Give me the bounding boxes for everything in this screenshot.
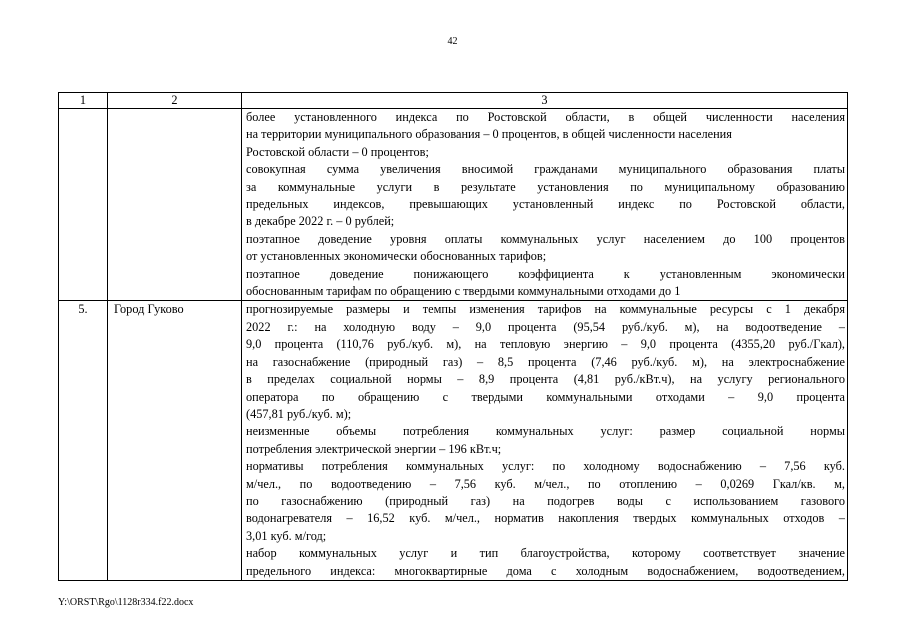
- text-line: обоснованным тарифам по обращению с твердыми коммунальными отходами до 1: [246, 284, 681, 299]
- text-line: предельного индекса: многоквартирные дома с холодным водоснабжением, водоотведением,: [246, 563, 845, 578]
- description-cell: [242, 109, 848, 301]
- text-line: в пределах социальной нормы – 8,9 процента (4,81 руб./кВт.ч), на услугу регионального: [246, 372, 845, 387]
- municipality-cell: [108, 109, 242, 301]
- text-line: 3,01 куб. м/год;: [246, 528, 327, 543]
- text-line: набор коммунальных услуг и тип благоустройства, которому соответствует значение: [246, 546, 845, 561]
- text-line: нормативы потребления коммунальных услуг: по холодному водоснабжению – 7,56 куб.: [246, 459, 845, 474]
- text-line: в декабре 2022 г. – 0 рублей;: [246, 214, 395, 229]
- text-line: м/чел., по водоотведению – 7,56 куб. м/чел., по отоплению – 0,0269 Гкал/кв. м,: [246, 476, 845, 491]
- header-col-2: 2: [108, 93, 242, 109]
- text-line: оператора по обращению с твердыми коммунальными отходами – 9,0 процента: [246, 389, 845, 404]
- text-line: поэтапное доведение уровня оплаты коммунальных услуг населением до 100 процентов: [246, 231, 845, 246]
- text-line: потребления электрической энергии – 196 кВт.ч;: [246, 441, 502, 456]
- text-line: от установленных экономически обоснованных тарифов;: [246, 249, 547, 264]
- data-table: [58, 92, 848, 581]
- text-line: на газоснабжение (природный газ) – 8,5 процента (7,46 руб./куб. м), на электроснабжение: [246, 354, 845, 369]
- text-line: неизменные объемы потребления коммунальных услуг: размер социальной нормы: [246, 424, 845, 439]
- text-line: 9,0 процента (110,76 руб./куб. м), на тепловую энергию – 9,0 процента (4355,20 руб./Гкал),: [246, 337, 845, 352]
- municipality-cell: Город Гуково: [108, 301, 242, 581]
- text-line: прогнозируемые размеры и темпы изменения тарифов на коммунальные ресурсы с 1 декабря: [246, 302, 845, 317]
- document-file-path: Y:\ORST\Rgo\1128r334.f22.docx: [58, 597, 194, 608]
- table-row: [59, 109, 848, 301]
- text-line: по газоснабжению (природный газ) на подогрев воды с использованием газового: [246, 493, 845, 508]
- text-line: на территории муниципального образования – 0 процентов, в общей численности населения: [246, 127, 732, 142]
- header-col-1: 1: [59, 93, 108, 109]
- text-line: поэтапное доведение понижающего коэффициента к установленным экономически: [246, 266, 845, 281]
- page-number: 42: [447, 36, 458, 47]
- text-line: более установленного индекса по Ростовской области, в общей численности населения: [246, 110, 845, 124]
- table-header-row: [59, 93, 848, 109]
- text-line: Ростовской области – 0 процентов;: [246, 144, 429, 159]
- text-line: (457,81 руб./куб. м);: [246, 406, 352, 421]
- text-line: предельных индексов, превышающих установленный индекс по Ростовской области,: [246, 197, 845, 212]
- header-col-3: 3: [242, 93, 848, 109]
- description-cell: [242, 301, 848, 581]
- text-line: 2022 г.: на холодную воду – 9,0 процента (95,54 руб./куб. м), на водоотведение –: [246, 319, 845, 334]
- text-line: совокупная сумма увеличения вносимой гражданами муниципального образования платы: [246, 162, 845, 177]
- text-line: водонагревателя – 16,52 куб. м/чел., норматив накопления твердых коммунальных отходов –: [246, 511, 845, 526]
- row-number-cell: [59, 109, 108, 301]
- row-number-cell: 5.: [59, 301, 108, 581]
- table-row: [59, 301, 848, 581]
- text-line: за коммунальные услуги в результате установления по муниципальному образованию: [246, 179, 845, 194]
